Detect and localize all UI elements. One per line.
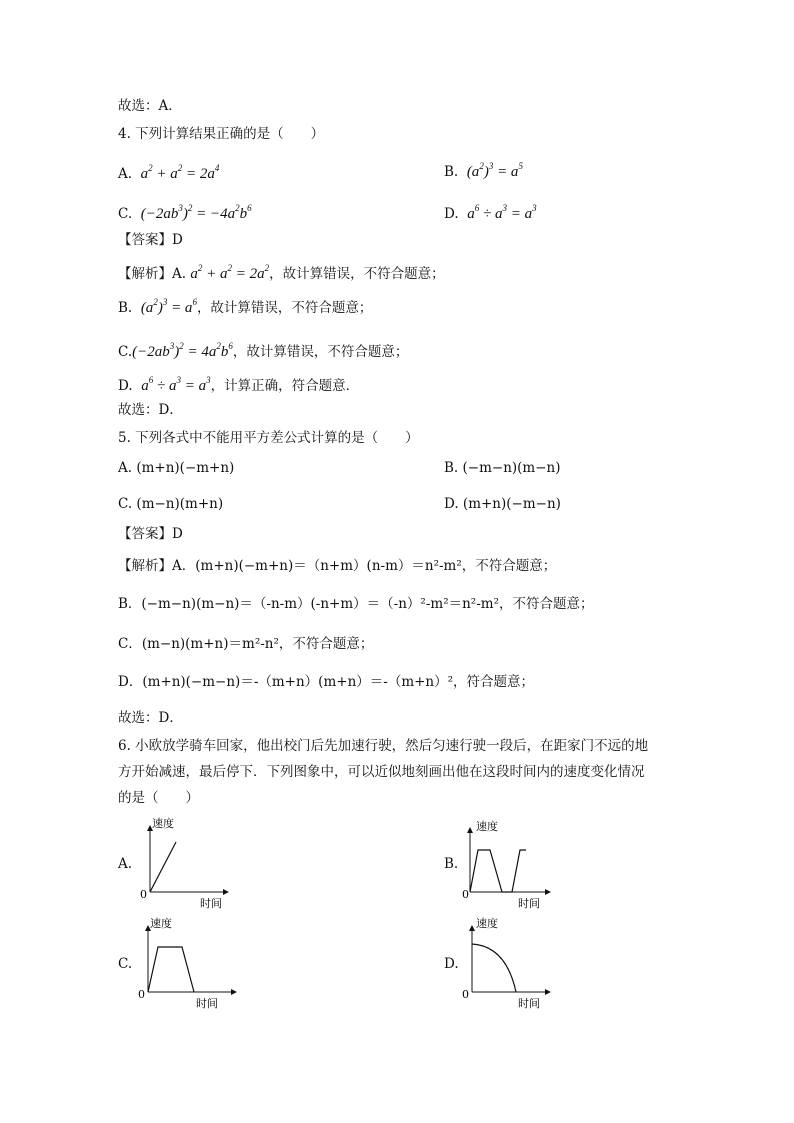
graph-c-y-label: 速度	[150, 917, 172, 930]
graph-a-curve	[150, 842, 176, 892]
q4-answer: 【答案】D	[118, 232, 183, 248]
q5-option-d: D. (m+n)(−m−n)	[444, 496, 561, 512]
q5-answer: 【答案】D	[118, 526, 183, 542]
q6-stem-line1: 6. 小欧放学骑车回家，他出校门后先加速行驶，然后匀速行驶一段后，在距家门不远的地	[118, 738, 649, 754]
q4-option-a: A. $a^2 + a^2 = 2a^4$	[118, 163, 220, 182]
graph-b-y-label: 速度	[476, 820, 498, 833]
q3-choice: 故选：A．	[118, 98, 182, 114]
q5-choice: 故选：D．	[118, 710, 183, 726]
q4-option-c: C. $(-2ab^3)^2 = -4a^2b^6$	[118, 203, 252, 222]
graph-b-label: B.	[444, 856, 459, 872]
graph-d	[460, 914, 556, 1010]
graph-d-curve	[472, 944, 516, 992]
graph-d-origin: 0	[462, 988, 469, 1001]
graph-a-x-label: 时间	[200, 897, 222, 910]
q6-stem-line3: 的是（ ）	[118, 790, 199, 806]
q5-analysis-c: C．(m−n)(m+n)＝m²-n²，不符合题意；	[118, 636, 374, 652]
q4-option-d: D. $a^6 \div a^3 = a^3$	[444, 203, 537, 222]
graph-b	[460, 818, 556, 910]
q4-analysis-d: D. $a^6 \div a^3 = a^3$，计算正确，符合题意．	[118, 375, 360, 394]
graph-d-x-label: 时间	[518, 997, 540, 1010]
q5-analysis-b: B．(−m−n)(m−n)＝（-n-m）(-n+m）＝（-n）²-m²＝n²-m²，不符合题意；	[118, 596, 594, 612]
q4-analysis-c: $C.(-2ab^3)^2 = 4a^2b^6$，故计算错误，不符合题意；	[118, 341, 409, 360]
q4-choice: 故选：D．	[118, 402, 183, 418]
graph-d-label: D.	[444, 956, 459, 972]
q5-option-a: A. (m+n)(−m+n)	[118, 460, 235, 476]
graph-c-origin: 0	[138, 988, 145, 1001]
graph-a	[136, 814, 232, 910]
q4-stem: 4. 下列计算结果正确的是（ ）	[118, 126, 325, 142]
graph-b-x-label: 时间	[518, 897, 540, 910]
graph-a-label: A.	[118, 856, 133, 872]
q4-analysis-a: 【解析】A. $a^2 + a^2 = 2a^2$，故计算错误，不符合题意；	[118, 263, 445, 282]
graph-d-y-label: 速度	[476, 917, 498, 930]
q4-option-b: B. $(a^2)^3 = a^5$	[444, 161, 523, 180]
q5-option-c: C. (m−n)(m+n)	[118, 496, 224, 512]
graph-c	[136, 914, 240, 1010]
graph-a-y-label: 速度	[152, 817, 174, 830]
q4-analysis-b: B. $(a^2)^3 = a^6$，故计算错误，不符合题意；	[118, 297, 373, 316]
q5-analysis-d: D．(m+n)(−m−n)＝-（m+n）(m+n）＝-（m+n）²，符合题意；	[118, 674, 535, 690]
graph-b-origin: 0	[462, 888, 469, 901]
q5-stem: 5. 下列各式中不能用平方差公式计算的是（ ）	[118, 430, 419, 446]
graph-c-curve	[148, 947, 194, 992]
graph-c-label: C.	[118, 956, 133, 972]
graph-c-x-label: 时间	[196, 997, 218, 1010]
q5-option-b: B. (−m−n)(m−n)	[444, 460, 561, 476]
q6-stem-line2: 方开始减速，最后停下．下列图象中，可以近似地刻画出他在这段时间内的速度变化情况	[118, 764, 645, 780]
q5-analysis-a: 【解析】A．(m+n)(−m+n)＝（n+m）(n-m）＝n²-m²，不符合题意；	[118, 558, 557, 574]
graph-b-curve	[470, 850, 526, 892]
graph-a-origin: 0	[140, 888, 147, 901]
